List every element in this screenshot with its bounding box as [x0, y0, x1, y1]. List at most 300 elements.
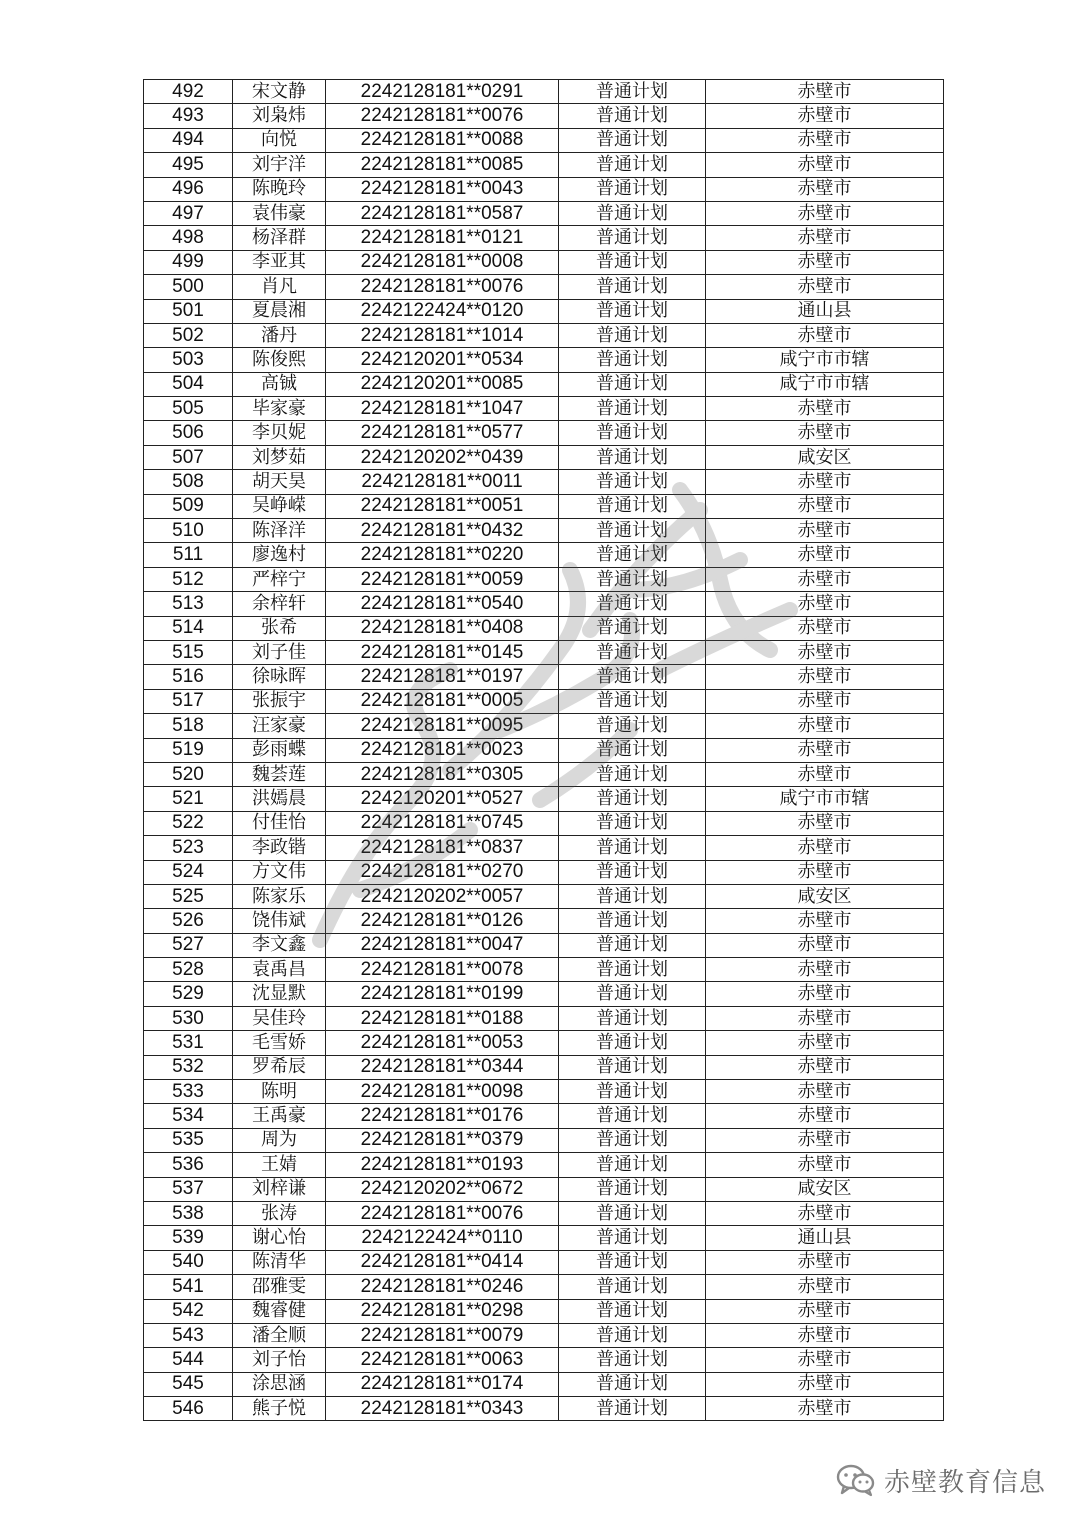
- table-row: [144, 1275, 944, 1299]
- table-row: [144, 226, 944, 250]
- cell-plan-type: 普通计划: [559, 1397, 706, 1421]
- cell-region: 赤壁市: [706, 1275, 944, 1299]
- cell-plan-type: 普通计划: [559, 445, 706, 469]
- cell-exam-id: 2242128181**0079: [326, 1323, 559, 1347]
- cell-region: 赤壁市: [706, 104, 944, 128]
- cell-exam-id: 2242120202**0672: [326, 1177, 559, 1201]
- cell-plan-type: 普通计划: [559, 592, 706, 616]
- cell-serial-number: 502: [144, 323, 233, 347]
- cell-serial-number: 528: [144, 958, 233, 982]
- cell-plan-type: 普通计划: [559, 128, 706, 152]
- cell-exam-id: 2242128181**0270: [326, 860, 559, 884]
- cell-student-name: 严梓宁: [233, 567, 326, 591]
- cell-region: 通山县: [706, 1226, 944, 1250]
- cell-exam-id: 2242128181**0188: [326, 1006, 559, 1030]
- cell-exam-id: 2242120201**0534: [326, 348, 559, 372]
- cell-region: 赤壁市: [706, 80, 944, 104]
- cell-serial-number: 530: [144, 1006, 233, 1030]
- cell-region: 赤壁市: [706, 616, 944, 640]
- cell-plan-type: 普通计划: [559, 1250, 706, 1274]
- cell-serial-number: 517: [144, 689, 233, 713]
- table-row: [144, 1226, 944, 1250]
- table-row: [144, 348, 944, 372]
- cell-exam-id: 2242128181**0005: [326, 689, 559, 713]
- cell-plan-type: 普通计划: [559, 1006, 706, 1030]
- cell-student-name: 陈清华: [233, 1250, 326, 1274]
- cell-plan-type: 普通计划: [559, 689, 706, 713]
- table-row: [144, 1323, 944, 1347]
- cell-serial-number: 503: [144, 348, 233, 372]
- cell-plan-type: 普通计划: [559, 470, 706, 494]
- cell-plan-type: 普通计划: [559, 909, 706, 933]
- cell-region: 赤壁市: [706, 665, 944, 689]
- cell-serial-number: 544: [144, 1348, 233, 1372]
- table-row: [144, 567, 944, 591]
- cell-region: 赤壁市: [706, 1372, 944, 1396]
- cell-serial-number: 536: [144, 1153, 233, 1177]
- table-row: [144, 1055, 944, 1079]
- cell-plan-type: 普通计划: [559, 275, 706, 299]
- cell-exam-id: 2242128181**0145: [326, 640, 559, 664]
- cell-exam-id: 2242128181**0047: [326, 933, 559, 957]
- cell-exam-id: 2242128181**0051: [326, 494, 559, 518]
- cell-student-name: 夏晨湘: [233, 299, 326, 323]
- cell-student-name: 张希: [233, 616, 326, 640]
- table-row: [144, 640, 944, 664]
- cell-plan-type: 普通计划: [559, 1055, 706, 1079]
- cell-plan-type: 普通计划: [559, 1153, 706, 1177]
- table-row: [144, 836, 944, 860]
- cell-exam-id: 2242128181**0174: [326, 1372, 559, 1396]
- cell-student-name: 杨泽群: [233, 226, 326, 250]
- cell-region: 赤壁市: [706, 982, 944, 1006]
- table-row: [144, 665, 944, 689]
- cell-region: 赤壁市: [706, 738, 944, 762]
- cell-serial-number: 537: [144, 1177, 233, 1201]
- cell-student-name: 罗希辰: [233, 1055, 326, 1079]
- cell-serial-number: 515: [144, 640, 233, 664]
- cell-student-name: 袁伟豪: [233, 201, 326, 225]
- cell-plan-type: 普通计划: [559, 665, 706, 689]
- cell-serial-number: 507: [144, 445, 233, 469]
- table-row: [144, 884, 944, 908]
- cell-exam-id: 2242128181**0305: [326, 762, 559, 786]
- cell-student-name: 汪家豪: [233, 714, 326, 738]
- cell-serial-number: 504: [144, 372, 233, 396]
- cell-student-name: 吴峥嵘: [233, 494, 326, 518]
- cell-exam-id: 2242128181**0076: [326, 104, 559, 128]
- cell-exam-id: 2242128181**0076: [326, 275, 559, 299]
- cell-plan-type: 普通计划: [559, 616, 706, 640]
- cell-region: 赤壁市: [706, 1299, 944, 1323]
- cell-plan-type: 普通计划: [559, 153, 706, 177]
- cell-serial-number: 539: [144, 1226, 233, 1250]
- cell-exam-id: 2242128181**0078: [326, 958, 559, 982]
- table-row: [144, 1348, 944, 1372]
- cell-plan-type: 普通计划: [559, 1226, 706, 1250]
- table-row: [144, 1397, 944, 1421]
- cell-plan-type: 普通计划: [559, 1128, 706, 1152]
- cell-region: 赤壁市: [706, 689, 944, 713]
- cell-plan-type: 普通计划: [559, 250, 706, 274]
- cell-plan-type: 普通计划: [559, 836, 706, 860]
- cell-exam-id: 2242128181**0043: [326, 177, 559, 201]
- table-row: [144, 1031, 944, 1055]
- cell-plan-type: 普通计划: [559, 714, 706, 738]
- cell-exam-id: 2242120201**0085: [326, 372, 559, 396]
- cell-serial-number: 533: [144, 1080, 233, 1104]
- cell-serial-number: 526: [144, 909, 233, 933]
- admission-list-table: [143, 79, 944, 1421]
- cell-exam-id: 2242122424**0110: [326, 1226, 559, 1250]
- cell-student-name: 潘全顺: [233, 1323, 326, 1347]
- table-row: [144, 494, 944, 518]
- cell-exam-id: 2242128181**0414: [326, 1250, 559, 1274]
- cell-plan-type: 普通计划: [559, 323, 706, 347]
- cell-student-name: 肖凡: [233, 275, 326, 299]
- cell-student-name: 陈俊熙: [233, 348, 326, 372]
- cell-serial-number: 518: [144, 714, 233, 738]
- table-row: [144, 323, 944, 347]
- cell-serial-number: 522: [144, 811, 233, 835]
- cell-serial-number: 501: [144, 299, 233, 323]
- cell-region: 赤壁市: [706, 811, 944, 835]
- table-row: [144, 689, 944, 713]
- cell-student-name: 魏睿健: [233, 1299, 326, 1323]
- cell-serial-number: 542: [144, 1299, 233, 1323]
- cell-exam-id: 2242122424**0120: [326, 299, 559, 323]
- cell-serial-number: 541: [144, 1275, 233, 1299]
- table-row: [144, 1201, 944, 1225]
- cell-exam-id: 2242128181**0343: [326, 1397, 559, 1421]
- admission-list-table-wrapper: [143, 79, 943, 1421]
- cell-region: 咸宁市市辖: [706, 348, 944, 372]
- cell-serial-number: 519: [144, 738, 233, 762]
- cell-plan-type: 普通计划: [559, 348, 706, 372]
- table-row: [144, 372, 944, 396]
- table-row: [144, 811, 944, 835]
- cell-plan-type: 普通计划: [559, 933, 706, 957]
- table-row: [144, 1299, 944, 1323]
- cell-region: 赤壁市: [706, 1055, 944, 1079]
- cell-student-name: 陈泽洋: [233, 519, 326, 543]
- cell-region: 咸宁市市辖: [706, 787, 944, 811]
- cell-serial-number: 538: [144, 1201, 233, 1225]
- cell-student-name: 袁禹昌: [233, 958, 326, 982]
- cell-serial-number: 496: [144, 177, 233, 201]
- cell-region: 赤壁市: [706, 250, 944, 274]
- cell-region: 赤壁市: [706, 1006, 944, 1030]
- cell-serial-number: 492: [144, 80, 233, 104]
- cell-region: 赤壁市: [706, 201, 944, 225]
- cell-serial-number: 493: [144, 104, 233, 128]
- cell-exam-id: 2242128181**0085: [326, 153, 559, 177]
- cell-student-name: 魏荟莲: [233, 762, 326, 786]
- table-row: [144, 445, 944, 469]
- table-row: [144, 250, 944, 274]
- cell-plan-type: 普通计划: [559, 1275, 706, 1299]
- cell-plan-type: 普通计划: [559, 884, 706, 908]
- cell-student-name: 刘枭炜: [233, 104, 326, 128]
- cell-serial-number: 520: [144, 762, 233, 786]
- table-row: [144, 470, 944, 494]
- cell-exam-id: 2242128181**0098: [326, 1080, 559, 1104]
- cell-student-name: 李亚其: [233, 250, 326, 274]
- cell-plan-type: 普通计划: [559, 421, 706, 445]
- cell-serial-number: 494: [144, 128, 233, 152]
- cell-region: 赤壁市: [706, 1250, 944, 1274]
- cell-exam-id: 2242128181**0008: [326, 250, 559, 274]
- cell-region: 赤壁市: [706, 860, 944, 884]
- cell-exam-id: 2242128181**0076: [326, 1201, 559, 1225]
- cell-serial-number: 506: [144, 421, 233, 445]
- table-row: [144, 738, 944, 762]
- cell-student-name: 毕家豪: [233, 397, 326, 421]
- cell-student-name: 沈显默: [233, 982, 326, 1006]
- table-row: [144, 275, 944, 299]
- cell-student-name: 胡天昊: [233, 470, 326, 494]
- table-row: [144, 714, 944, 738]
- table-row: [144, 1372, 944, 1396]
- table-row: [144, 787, 944, 811]
- cell-region: 赤壁市: [706, 714, 944, 738]
- table-row: [144, 543, 944, 567]
- cell-exam-id: 2242128181**0059: [326, 567, 559, 591]
- cell-region: 通山县: [706, 299, 944, 323]
- cell-plan-type: 普通计划: [559, 201, 706, 225]
- cell-student-name: 李政锴: [233, 836, 326, 860]
- cell-region: 赤壁市: [706, 323, 944, 347]
- cell-student-name: 陈明: [233, 1080, 326, 1104]
- cell-exam-id: 2242128181**0220: [326, 543, 559, 567]
- cell-serial-number: 535: [144, 1128, 233, 1152]
- cell-student-name: 彭雨蝶: [233, 738, 326, 762]
- cell-student-name: 刘宇洋: [233, 153, 326, 177]
- cell-student-name: 李贝妮: [233, 421, 326, 445]
- cell-plan-type: 普通计划: [559, 494, 706, 518]
- footer-brand: [836, 1460, 1046, 1500]
- cell-region: 赤壁市: [706, 421, 944, 445]
- table-row: [144, 1006, 944, 1030]
- cell-student-name: 邵雅雯: [233, 1275, 326, 1299]
- cell-serial-number: 529: [144, 982, 233, 1006]
- cell-student-name: 方文伟: [233, 860, 326, 884]
- table-row: [144, 762, 944, 786]
- cell-serial-number: 524: [144, 860, 233, 884]
- cell-serial-number: 495: [144, 153, 233, 177]
- cell-student-name: 刘梓谦: [233, 1177, 326, 1201]
- cell-serial-number: 505: [144, 397, 233, 421]
- cell-student-name: 刘梦茹: [233, 445, 326, 469]
- cell-exam-id: 2242128181**0011: [326, 470, 559, 494]
- cell-plan-type: 普通计划: [559, 1372, 706, 1396]
- cell-serial-number: 497: [144, 201, 233, 225]
- cell-serial-number: 545: [144, 1372, 233, 1396]
- table-row: [144, 299, 944, 323]
- cell-region: 赤壁市: [706, 1153, 944, 1177]
- cell-exam-id: 2242128181**0577: [326, 421, 559, 445]
- cell-serial-number: 521: [144, 787, 233, 811]
- cell-student-name: 张涛: [233, 1201, 326, 1225]
- cell-exam-id: 2242120202**0057: [326, 884, 559, 908]
- cell-region: 赤壁市: [706, 762, 944, 786]
- cell-region: 咸宁市市辖: [706, 372, 944, 396]
- cell-plan-type: 普通计划: [559, 787, 706, 811]
- table-row: [144, 1080, 944, 1104]
- cell-plan-type: 普通计划: [559, 1201, 706, 1225]
- cell-student-name: 周为: [233, 1128, 326, 1152]
- cell-region: 赤壁市: [706, 397, 944, 421]
- cell-plan-type: 普通计划: [559, 567, 706, 591]
- cell-student-name: 洪嫣晨: [233, 787, 326, 811]
- cell-plan-type: 普通计划: [559, 1080, 706, 1104]
- cell-region: 赤壁市: [706, 1031, 944, 1055]
- cell-region: 赤壁市: [706, 1397, 944, 1421]
- cell-plan-type: 普通计划: [559, 860, 706, 884]
- cell-serial-number: 511: [144, 543, 233, 567]
- cell-plan-type: 普通计划: [559, 104, 706, 128]
- table-row: [144, 1104, 944, 1128]
- table-row: [144, 1177, 944, 1201]
- cell-serial-number: 531: [144, 1031, 233, 1055]
- cell-student-name: 王禹豪: [233, 1104, 326, 1128]
- cell-plan-type: 普通计划: [559, 177, 706, 201]
- cell-serial-number: 509: [144, 494, 233, 518]
- cell-student-name: 吴佳玲: [233, 1006, 326, 1030]
- wechat-icon: [836, 1463, 876, 1497]
- cell-plan-type: 普通计划: [559, 543, 706, 567]
- cell-exam-id: 2242128181**1014: [326, 323, 559, 347]
- cell-exam-id: 2242128181**0432: [326, 519, 559, 543]
- table-row: [144, 909, 944, 933]
- cell-plan-type: 普通计划: [559, 397, 706, 421]
- cell-serial-number: 500: [144, 275, 233, 299]
- table-row: [144, 519, 944, 543]
- cell-exam-id: 2242128181**0121: [326, 226, 559, 250]
- cell-region: 赤壁市: [706, 1128, 944, 1152]
- cell-student-name: 刘子怡: [233, 1348, 326, 1372]
- cell-serial-number: 514: [144, 616, 233, 640]
- cell-exam-id: 2242128181**0063: [326, 1348, 559, 1372]
- cell-plan-type: 普通计划: [559, 811, 706, 835]
- cell-region: 赤壁市: [706, 153, 944, 177]
- cell-region: 赤壁市: [706, 592, 944, 616]
- cell-serial-number: 540: [144, 1250, 233, 1274]
- cell-student-name: 高铖: [233, 372, 326, 396]
- cell-exam-id: 2242128181**0053: [326, 1031, 559, 1055]
- cell-exam-id: 2242128181**0344: [326, 1055, 559, 1079]
- cell-student-name: 余梓轩: [233, 592, 326, 616]
- cell-serial-number: 532: [144, 1055, 233, 1079]
- table-row: [144, 177, 944, 201]
- cell-plan-type: 普通计划: [559, 640, 706, 664]
- table-row: [144, 933, 944, 957]
- table-row: [144, 201, 944, 225]
- cell-exam-id: 2242128181**0023: [326, 738, 559, 762]
- cell-region: 赤壁市: [706, 1201, 944, 1225]
- cell-plan-type: 普通计划: [559, 958, 706, 982]
- cell-student-name: 饶伟斌: [233, 909, 326, 933]
- cell-serial-number: 527: [144, 933, 233, 957]
- cell-student-name: 潘丹: [233, 323, 326, 347]
- cell-serial-number: 534: [144, 1104, 233, 1128]
- cell-plan-type: 普通计划: [559, 1177, 706, 1201]
- cell-region: 赤壁市: [706, 640, 944, 664]
- cell-exam-id: 2242128181**0408: [326, 616, 559, 640]
- cell-region: 赤壁市: [706, 128, 944, 152]
- cell-student-name: 付佳怡: [233, 811, 326, 835]
- cell-plan-type: 普通计划: [559, 519, 706, 543]
- cell-exam-id: 2242128181**0197: [326, 665, 559, 689]
- table-row: [144, 592, 944, 616]
- footer-brand-text: 赤壁教育信息: [883, 1467, 1046, 1498]
- cell-exam-id: 2242128181**1047: [326, 397, 559, 421]
- table-row: [144, 128, 944, 152]
- cell-plan-type: 普通计划: [559, 762, 706, 786]
- table-row: [144, 104, 944, 128]
- cell-student-name: 王婧: [233, 1153, 326, 1177]
- cell-serial-number: 546: [144, 1397, 233, 1421]
- cell-plan-type: 普通计划: [559, 1348, 706, 1372]
- cell-plan-type: 普通计划: [559, 738, 706, 762]
- cell-region: 赤壁市: [706, 1348, 944, 1372]
- cell-serial-number: 498: [144, 226, 233, 250]
- cell-region: 赤壁市: [706, 543, 944, 567]
- cell-plan-type: 普通计划: [559, 1299, 706, 1323]
- cell-region: 赤壁市: [706, 470, 944, 494]
- cell-region: 咸安区: [706, 884, 944, 908]
- cell-region: 赤壁市: [706, 567, 944, 591]
- cell-plan-type: 普通计划: [559, 1031, 706, 1055]
- cell-exam-id: 2242120201**0527: [326, 787, 559, 811]
- cell-plan-type: 普通计划: [559, 226, 706, 250]
- cell-exam-id: 2242128181**0379: [326, 1128, 559, 1152]
- cell-serial-number: 513: [144, 592, 233, 616]
- cell-exam-id: 2242128181**0088: [326, 128, 559, 152]
- cell-exam-id: 2242128181**0587: [326, 201, 559, 225]
- table-row: [144, 1250, 944, 1274]
- cell-region: 赤壁市: [706, 836, 944, 860]
- cell-region: 咸安区: [706, 1177, 944, 1201]
- cell-exam-id: 2242128181**0837: [326, 836, 559, 860]
- cell-region: 咸安区: [706, 445, 944, 469]
- cell-region: 赤壁市: [706, 909, 944, 933]
- table-row: [144, 421, 944, 445]
- cell-region: 赤壁市: [706, 275, 944, 299]
- cell-exam-id: 2242128181**0246: [326, 1275, 559, 1299]
- table-row: [144, 1153, 944, 1177]
- cell-plan-type: 普通计划: [559, 372, 706, 396]
- cell-student-name: 徐咏晖: [233, 665, 326, 689]
- cell-student-name: 向悦: [233, 128, 326, 152]
- cell-region: 赤壁市: [706, 958, 944, 982]
- cell-plan-type: 普通计划: [559, 299, 706, 323]
- cell-region: 赤壁市: [706, 177, 944, 201]
- cell-serial-number: 516: [144, 665, 233, 689]
- cell-student-name: 陈晚玲: [233, 177, 326, 201]
- table-row: [144, 616, 944, 640]
- cell-student-name: 涂思涵: [233, 1372, 326, 1396]
- cell-exam-id: 2242128181**0126: [326, 909, 559, 933]
- cell-serial-number: 510: [144, 519, 233, 543]
- cell-region: 赤壁市: [706, 1104, 944, 1128]
- table-row: [144, 153, 944, 177]
- cell-serial-number: 508: [144, 470, 233, 494]
- cell-student-name: 毛雪娇: [233, 1031, 326, 1055]
- cell-student-name: 陈家乐: [233, 884, 326, 908]
- cell-region: 赤壁市: [706, 1323, 944, 1347]
- cell-exam-id: 2242120202**0439: [326, 445, 559, 469]
